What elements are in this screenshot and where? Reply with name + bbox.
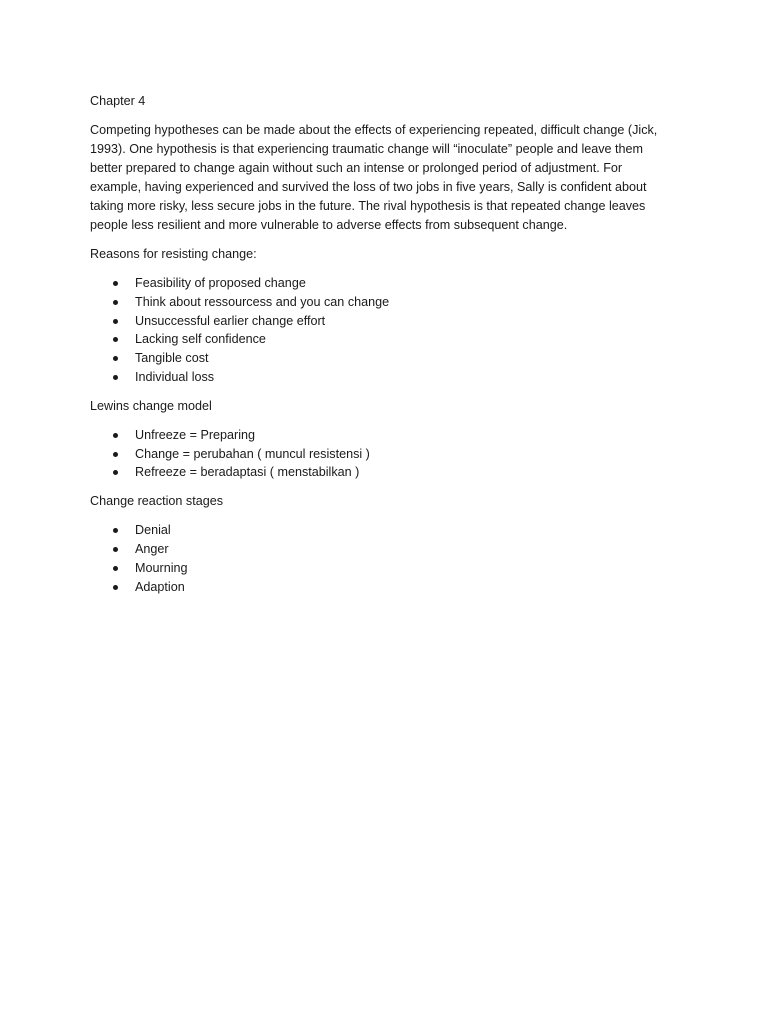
list-item-text: Unsuccessful earlier change effort — [135, 313, 326, 328]
list-item — [90, 312, 650, 331]
list-item — [90, 445, 650, 464]
list-item-text: Individual loss — [135, 369, 215, 384]
list-item-text: Anger — [135, 541, 169, 556]
bullet-icon — [113, 375, 118, 380]
bullet-icon — [113, 585, 118, 590]
intro-paragraph — [90, 121, 658, 235]
paragraph-line: example, having experienced and survived the loss of two jobs in five years, Sally is confident about — [90, 180, 647, 194]
bullet-icon — [113, 433, 118, 438]
list-item — [90, 293, 650, 312]
list-item-text: Mourning — [135, 560, 188, 575]
list-item — [90, 330, 650, 349]
bullet-icon — [113, 566, 118, 571]
list-item — [90, 540, 650, 559]
list-item-text: Denial — [135, 523, 171, 538]
section-title-reaction-stages: Change reaction stages — [90, 494, 224, 509]
bullet-list-reaction-stages — [90, 521, 650, 596]
list-item — [90, 426, 650, 445]
paragraph-line: Competing hypotheses can be made about the effects of experiencing repeated, difficult change (Jick, — [90, 123, 658, 137]
list-item — [90, 274, 650, 293]
paragraph-line: people less resilient and more vulnerable to adverse effects from subsequent change. — [90, 218, 568, 232]
list-item-text: Tangible cost — [135, 351, 209, 366]
list-item-text: Think about ressourcess and you can change — [135, 294, 390, 309]
list-item-text: Feasibility of proposed change — [135, 276, 306, 290]
bullet-list-resisting-change — [90, 274, 650, 387]
list-item-text: Lacking self confidence — [135, 332, 266, 347]
list-item-text: Refreeze = beradaptasi ( menstabilkan ) — [135, 465, 360, 480]
bullet-icon — [113, 547, 118, 552]
paragraph-line: taking more risky, less secure jobs in the future. The rival hypothesis is that repeated change leaves — [90, 199, 646, 213]
chapter-heading: Chapter 4 — [90, 94, 146, 108]
bullet-icon — [113, 452, 118, 457]
section-title-lewins-model: Lewins change model — [90, 398, 212, 413]
section-title-resisting-change: Reasons for resisting change: — [90, 247, 257, 261]
bullet-icon — [113, 470, 118, 475]
list-item-text: Unfreeze = Preparing — [135, 427, 256, 442]
list-item — [90, 578, 650, 597]
bullet-icon — [113, 528, 118, 533]
list-item — [90, 463, 650, 482]
bullet-icon — [113, 337, 118, 342]
paragraph-line: better prepared to change again without such an intense or prolonged period of adjustment. For — [90, 161, 623, 175]
bullet-icon — [113, 319, 118, 324]
bullet-list-lewins-model — [90, 426, 650, 482]
bullet-icon — [113, 300, 118, 305]
list-item — [90, 368, 650, 387]
list-item-text: Change = perubahan ( muncul resistensi ) — [135, 446, 370, 461]
paragraph-line: 1993). One hypothesis is that experiencing traumatic change will “inoculate” people and leave them — [90, 142, 644, 156]
list-item — [90, 559, 650, 578]
list-item-text: Adaption — [135, 579, 185, 594]
bullet-icon — [113, 281, 118, 286]
list-item — [90, 349, 650, 368]
list-item — [90, 521, 650, 540]
bullet-icon — [113, 356, 118, 361]
document-body — [90, 92, 658, 606]
